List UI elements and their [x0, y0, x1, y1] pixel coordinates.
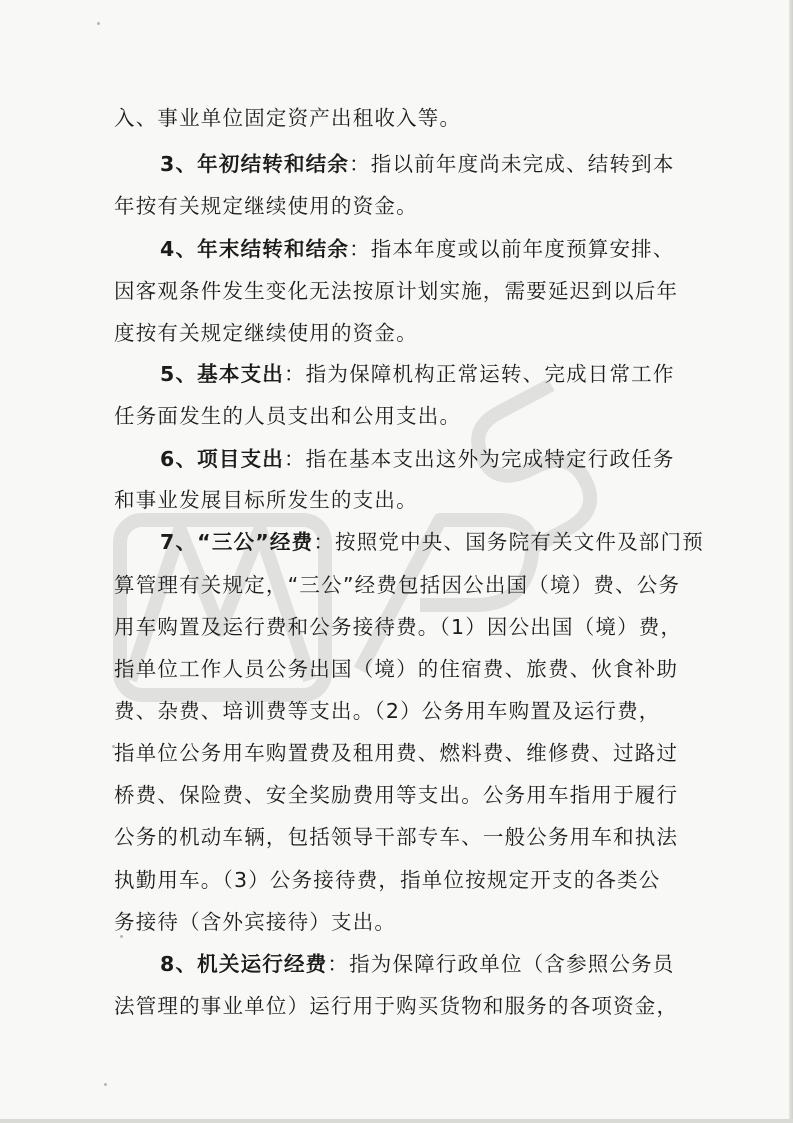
line-text: 执勤用车。（3）公务接待费，指单位按规定开支的各类公	[114, 868, 661, 892]
paragraph-line	[114, 192, 418, 220]
definition-heading-line	[160, 445, 675, 473]
paragraph-line	[114, 697, 661, 725]
scan-edge	[789, 0, 793, 1123]
line-text: 因客观条件发生变化无法按原计划实施，需要延迟到以后年	[114, 279, 679, 303]
paragraph-line	[114, 866, 661, 894]
paragraph-line	[114, 277, 678, 305]
term-label: 3、年初结转和结余	[160, 152, 350, 176]
scan-speck	[97, 22, 100, 25]
definition-heading-line	[160, 150, 675, 178]
line-text: 用车购置及运行费和公务接待费。（1）因公出国（境）费，	[114, 615, 683, 639]
definition-heading-line	[160, 235, 675, 263]
paragraph-line	[114, 104, 461, 132]
paragraph-line	[114, 571, 680, 599]
term-label: 6、项目支出	[160, 447, 284, 471]
scan-edge	[0, 1119, 793, 1123]
line-text: ：指为保障行政单位（含参照公务员	[327, 952, 675, 976]
line-text: 入、事业单位固定资产出租收入等。	[114, 106, 462, 130]
paragraph-line	[114, 486, 418, 514]
paragraph-line	[114, 402, 461, 430]
term-label: 7、“三公”经费	[160, 530, 314, 554]
paragraph-line	[114, 655, 678, 683]
line-text: 费、杂费、培训费等支出。（2）公务用车购置及运行费，	[114, 699, 661, 723]
line-text: ：按照党中央、国务院有关文件及部门预	[313, 530, 704, 554]
line-text: 度按有关规定继续使用的资金。	[114, 321, 418, 345]
line-text: 公务的机动车辆，包括领导干部专车、一般公务用车和执法	[114, 825, 679, 849]
paragraph-line	[114, 319, 418, 347]
scan-speck	[104, 1083, 107, 1086]
line-text: 和事业发展目标所发生的支出。	[114, 488, 418, 512]
line-text: 桥费、保险费、安全奖励费用等支出。公务用车指用于履行	[114, 783, 679, 807]
line-text: ：指以前年度尚未完成、结转到本	[349, 152, 675, 176]
line-text: 指单位工作人员公务出国（境）的住宿费、旅费、伙食补助	[114, 657, 679, 681]
definition-heading-line	[160, 950, 675, 978]
paragraph-line	[114, 739, 678, 767]
line-text: 算管理有关规定，“三公”经费包括因公出国（境）费、公务	[114, 573, 681, 597]
line-text: 指单位公务用车购置费及租用费、燃料费、维修费、过路过	[114, 741, 679, 765]
line-text: 任务面发生的人员支出和公用支出。	[114, 404, 462, 428]
definition-heading-line	[160, 360, 675, 388]
paragraph-line	[114, 613, 682, 641]
paragraph-line	[114, 992, 678, 1020]
line-text: 年按有关规定继续使用的资金。	[114, 194, 418, 218]
definition-heading-line	[160, 528, 704, 556]
term-label: 4、年末结转和结余	[160, 237, 350, 261]
line-text: ：指为保障机构正常运转、完成日常工作	[283, 362, 675, 386]
paragraph-line	[114, 781, 678, 809]
line-text: 务接待（含外宾接待）支出。	[114, 910, 397, 934]
paragraph-line	[114, 908, 396, 936]
line-text: 法管理的事业单位）运行用于购买货物和服务的各项资金，	[114, 994, 679, 1018]
line-text: ：指在基本支出这外为完成特定行政任务	[283, 447, 675, 471]
term-label: 8、机关运行经费	[160, 952, 328, 976]
line-text: ：指本年度或以前年度预算安排、	[349, 237, 675, 261]
term-label: 5、基本支出	[160, 362, 284, 386]
paragraph-line	[114, 823, 678, 851]
